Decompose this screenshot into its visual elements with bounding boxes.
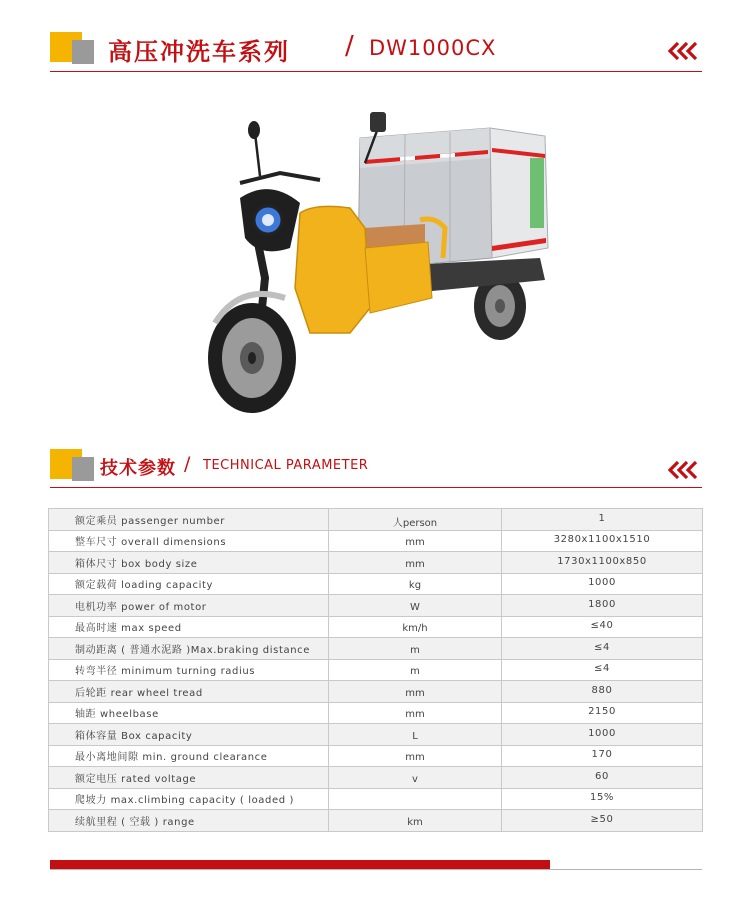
spec-name: 最小离地间隙 min. ground clearance xyxy=(49,745,329,767)
table-row xyxy=(49,638,703,660)
spec-name: 转弯半径 minimum turning radius xyxy=(49,659,329,681)
front-wheel xyxy=(208,303,296,413)
control-panel xyxy=(530,158,544,228)
spec-value: 170 xyxy=(502,745,703,767)
spec-unit: L xyxy=(329,724,502,746)
handlebar xyxy=(240,173,320,183)
footer-red-bar xyxy=(50,860,550,869)
spec-name: 制动距离 ( 普通水泥路 )Max.braking distance xyxy=(49,638,329,660)
spec-name: 箱体容量 Box capacity xyxy=(49,724,329,746)
triple-chevron-left-icon xyxy=(668,42,702,60)
spec-unit: kg xyxy=(329,573,502,595)
header-underline xyxy=(50,71,702,72)
table-row xyxy=(49,681,703,703)
spec-unit: m xyxy=(329,659,502,681)
table-row xyxy=(49,745,703,767)
series-header xyxy=(0,28,750,76)
title-separator: / xyxy=(184,453,191,475)
spec-value: 1730x1100x850 xyxy=(502,552,703,574)
spec-unit: 人person xyxy=(329,509,502,531)
spec-unit: mm xyxy=(329,681,502,703)
title-separator: / xyxy=(345,31,354,61)
params-title-en: TECHNICAL PARAMETER xyxy=(203,458,369,473)
spec-value: ≤40 xyxy=(502,616,703,638)
right-mirror xyxy=(370,112,386,132)
spec-unit: mm xyxy=(329,702,502,724)
params-title-cn: 技术参数 xyxy=(100,458,176,479)
spec-name: 电机功率 power of motor xyxy=(49,595,329,617)
spec-name: 额定乘员 passenger number xyxy=(49,509,329,531)
spec-value: ≤4 xyxy=(502,638,703,660)
spec-name: 箱体尺寸 box body size xyxy=(49,552,329,574)
spec-value: ≤4 xyxy=(502,659,703,681)
spec-name: 后轮距 rear wheel tread xyxy=(49,681,329,703)
header-grey-square xyxy=(72,40,94,64)
table-row xyxy=(49,530,703,552)
table-row xyxy=(49,552,703,574)
spec-unit: W xyxy=(329,595,502,617)
spec-name: 额定电压 rated voltage xyxy=(49,767,329,789)
spec-value: 60 xyxy=(502,767,703,789)
table-row xyxy=(49,595,703,617)
header-underline xyxy=(50,487,702,488)
table-row xyxy=(49,767,703,789)
spec-value: 880 xyxy=(502,681,703,703)
yellow-front-body xyxy=(295,206,370,333)
spec-name: 爬坡力 max.climbing capacity ( loaded ) xyxy=(49,788,329,810)
table-row xyxy=(49,810,703,832)
spec-unit: mm xyxy=(329,530,502,552)
table-row xyxy=(49,788,703,810)
footer-grey-rule xyxy=(50,869,702,870)
spec-name: 整车尺寸 overall dimensions xyxy=(49,530,329,552)
spec-value: 15% xyxy=(502,788,703,810)
spec-unit: v xyxy=(329,767,502,789)
table-row xyxy=(49,509,703,531)
spec-table xyxy=(48,508,703,832)
spec-name: 轴距 wheelbase xyxy=(49,702,329,724)
spec-unit xyxy=(329,788,502,810)
spec-name: 最高时速 max speed xyxy=(49,616,329,638)
spec-value: 2150 xyxy=(502,702,703,724)
spec-value: 1800 xyxy=(502,595,703,617)
spec-name: 额定载荷 loading capacity xyxy=(49,573,329,595)
tricycle-illustration xyxy=(200,108,570,428)
header-grey-square xyxy=(72,457,94,481)
series-title: 高压冲洗车系列 xyxy=(108,38,290,66)
table-row xyxy=(49,702,703,724)
spec-unit: km/h xyxy=(329,616,502,638)
table-row xyxy=(49,573,703,595)
spec-unit: m xyxy=(329,638,502,660)
table-row xyxy=(49,659,703,681)
params-header xyxy=(0,445,750,493)
model-number: DW1000CX xyxy=(369,36,497,60)
table-row xyxy=(49,724,703,746)
triple-chevron-left-icon xyxy=(668,461,702,479)
spec-value: 1 xyxy=(502,509,703,531)
spec-value: 1000 xyxy=(502,573,703,595)
spec-unit: km xyxy=(329,810,502,832)
table-row xyxy=(49,616,703,638)
yellow-side-panel xyxy=(365,242,432,313)
spec-value: ≥50 xyxy=(502,810,703,832)
left-mirror xyxy=(248,121,260,139)
spec-name: 续航里程 ( 空载 ) range xyxy=(49,810,329,832)
spec-value: 3280x1100x1510 xyxy=(502,530,703,552)
spec-unit: mm xyxy=(329,552,502,574)
spec-unit: mm xyxy=(329,745,502,767)
spec-value: 1000 xyxy=(502,724,703,746)
